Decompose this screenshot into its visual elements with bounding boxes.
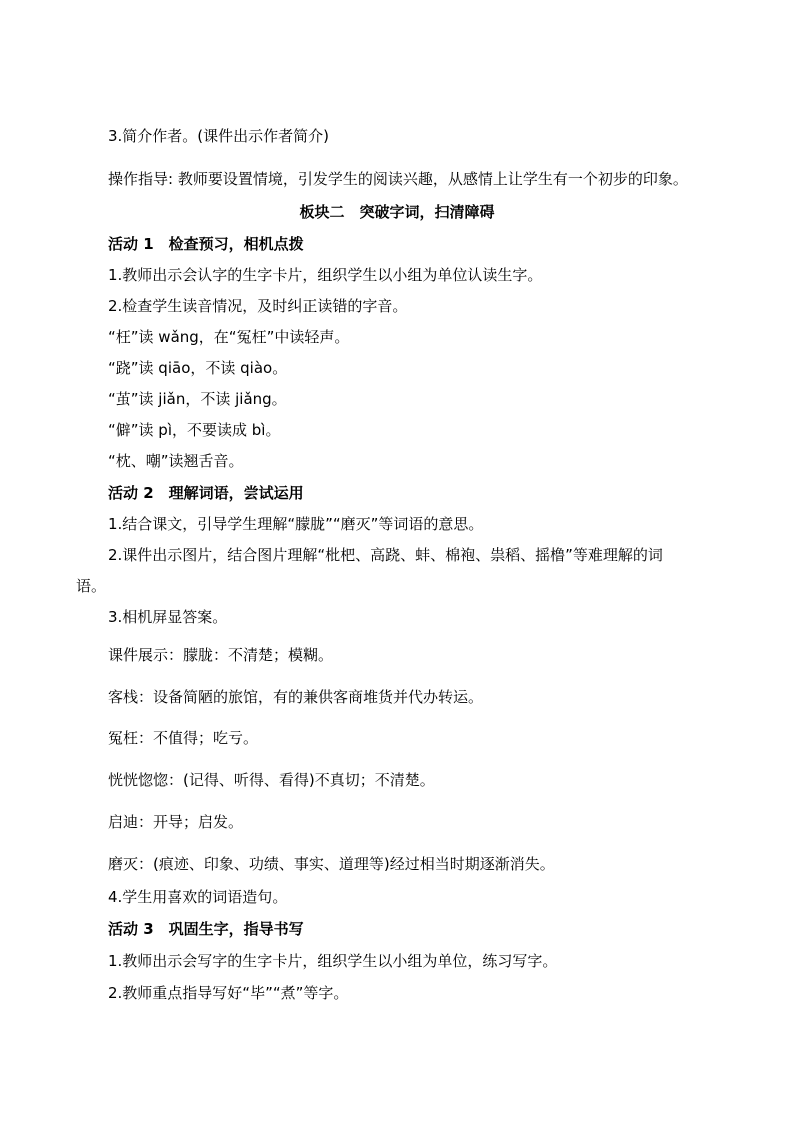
pronunciation-line: “枉”读 wǎng，在“冤枉”中读轻声。	[108, 328, 350, 346]
definition-line: 恍恍惚惚：(记得、听得、看得)不真切；不清楚。	[108, 771, 435, 789]
definition-line: 启迪：开导；启发。	[108, 813, 244, 831]
paragraph-line: 1.教师出示会写字的生字卡片，组织学生以小组为单位，练习写字。	[108, 952, 558, 970]
pronunciation-line: “枕、嘲”读翘舌音。	[108, 452, 244, 470]
paragraph-line: 2.课件出示图片，结合图片理解“枇杷、高跷、蚌、棉袍、祟稻、摇橹”等难理解的词	[108, 546, 663, 564]
paragraph-line: 4.学生用喜欢的词语造句。	[108, 888, 288, 906]
activity-3-heading: 活动 3 巩固生字，指导书写	[108, 920, 304, 938]
author-intro-line: 3.简介作者。(课件出示作者简介)	[108, 127, 330, 145]
paragraph-line: 2.检查学生读音情况，及时纠正读错的字音。	[108, 297, 408, 315]
paragraph-line: 1.教师出示会认字的生字卡片，组织学生以小组为单位认读生字。	[108, 266, 543, 284]
definition-line: 客栈：设备简陋的旅馆，有的兼供客商堆货并代办转运。	[108, 688, 484, 706]
operation-guide-line: 操作指导: 教师要设置情境，引发学生的阅读兴趣，从感情上让学生有一个初步的印象。	[108, 170, 688, 188]
pronunciation-line: “跷”读 qiāo，不读 qiào。	[108, 359, 288, 377]
definition-line: 磨灭：(痕迹、印象、功绩、事实、道理等)经过相当时期逐渐消失。	[108, 855, 555, 873]
section-heading: 板块二 突破字词，扫清障碍	[299, 203, 495, 221]
paragraph-line-continued: 语。	[76, 577, 107, 595]
activity-2-heading: 活动 2 理解词语，尝试运用	[108, 484, 304, 502]
activity-1-heading: 活动 1 检查预习，相机点拨	[108, 235, 304, 253]
definition-line: 冤枉：不值得；吃亏。	[108, 729, 259, 747]
paragraph-line: 2.教师重点指导写好“毕”“煮”等字。	[108, 984, 349, 1002]
paragraph-line: 3.相机屏显答案。	[108, 608, 228, 626]
pronunciation-line: “茧”读 jiǎn，不读 jiǎng。	[108, 390, 287, 408]
definition-line: 课件展示：朦胧：不清楚；模糊。	[108, 646, 334, 664]
pronunciation-line: “僻”读 pì，不要读成 bì。	[108, 421, 281, 439]
paragraph-line: 1.结合课文，引导学生理解“朦胧”“磨灭”等词语的意思。	[108, 515, 484, 533]
